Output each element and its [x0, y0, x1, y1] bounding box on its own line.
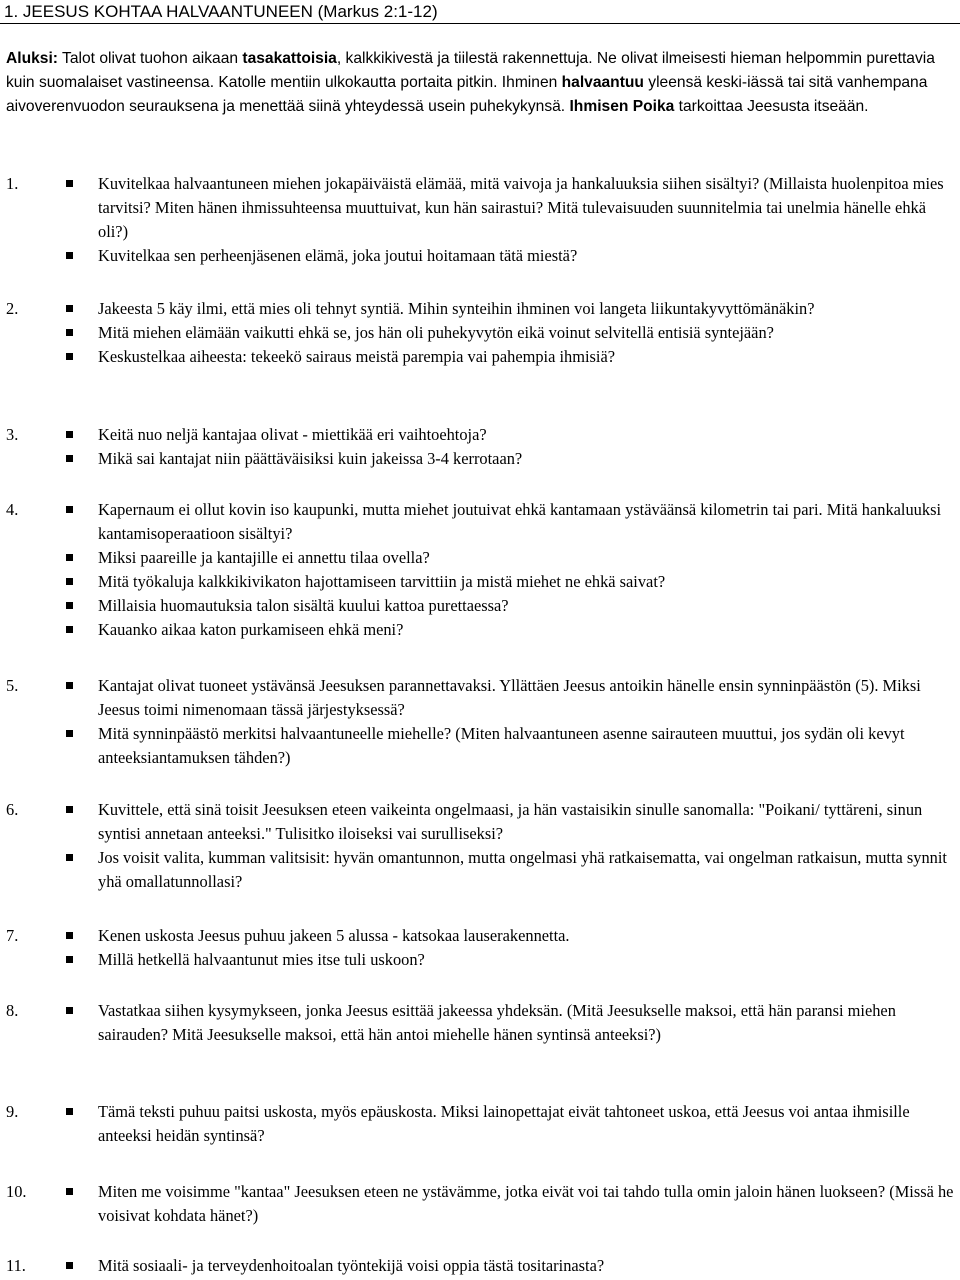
question-3 [0, 423, 960, 471]
question-number: 7. [6, 926, 19, 945]
question-text: Miten me voisimme "kantaa" Jeesuksen eteen ne ystävämme, jotka eivät voi tai tahdo tulla omin jaloin hänen luokseen? (Missä he voisivat kohdata hänet?) [98, 1182, 954, 1225]
intro-paragraph [6, 47, 956, 119]
question-1 [0, 172, 960, 268]
question-text: Kenen uskosta Jeesus puhuu jakeen 5 alussa - katsokaa lauserakennetta. [98, 926, 570, 945]
question-text: Mitä miehen elämään vaikutti ehkä se, jos hän oli puhekyvytön eikä voinut selvitellä entisiä syntejään? [98, 323, 774, 342]
question-item [0, 999, 960, 1047]
question-text: Millaisia huomautuksia talon sisältä kuului kattoa purettaessa? [98, 596, 509, 615]
bullet-icon [66, 1188, 73, 1195]
question-text: Tämä teksti puhuu paitsi uskosta, myös epäuskosta. Miksi lainopettajat eivät tahtoneet uskoa, että Jeesus voi antaa ihmisille anteeksi heidän syntinsä? [98, 1102, 910, 1145]
question-number: 5. [6, 676, 19, 695]
question-number: 2. [6, 299, 19, 318]
page-title: 1. JEESUS KOHTAA HALVAANTUNEEN (Markus 2:1-12) [0, 0, 960, 24]
bullet-icon [66, 252, 73, 259]
question-10 [0, 1180, 960, 1228]
bullet-icon [66, 353, 73, 360]
question-item [0, 172, 960, 244]
intro-term-flat-roofs: tasakattoisia [242, 50, 337, 67]
question-text: Mitä synninpäästö merkitsi halvaantuneelle miehelle? (Miten halvaantuneen asenne sairauteen muuttui, jos sydän oli kevyt anteeksiantamuksen tähden?) [98, 724, 905, 767]
bullet-icon [66, 682, 73, 689]
question-text: Vastatkaa siihen kysymykseen, jonka Jeesus esittää jakeessa yhdeksän. (Mitä Jeesukselle maksoi, että hän paransi miehen sairauden? Mitä Jeesukselle maksoi, että hän antoi miehelle hänen syntinsä anteeksi?) [98, 1001, 896, 1044]
question-number: 3. [6, 425, 19, 444]
question-item [0, 345, 960, 369]
intro-text: tarkoittaa Jeesusta itseään. [674, 98, 869, 115]
question-item [0, 722, 960, 770]
intro-text: , kalkkikivestä ja tiilestä rakennettuja. Ne olivat ilmeisesti hieman helpommin purettavia kuin suomalaiset vastineensa. Katolle mentiin ulkokautta portaita pitkin. Ihminen [6, 50, 935, 91]
question-item [0, 924, 960, 948]
question-item [0, 1100, 960, 1148]
question-number: 4. [6, 500, 19, 519]
question-item [0, 423, 960, 447]
question-item [0, 798, 960, 846]
question-text: Mitä työkaluja kalkkikivikaton hajottamiseen tarvittiin ja mistä miehet ne ehkä saivat? [98, 572, 666, 591]
question-number: 9. [6, 1102, 19, 1121]
bullet-icon [66, 554, 73, 561]
question-item [0, 546, 960, 570]
bullet-icon [66, 626, 73, 633]
question-item [0, 618, 960, 642]
question-item [0, 846, 960, 894]
question-item [0, 948, 960, 972]
question-item [0, 498, 960, 546]
bullet-icon [66, 1007, 73, 1014]
question-number: 11. [6, 1256, 26, 1275]
bullet-icon [66, 1108, 73, 1115]
bullet-icon [66, 180, 73, 187]
question-text: Kauanko aikaa katon purkamiseen ehkä meni? [98, 620, 404, 639]
bullet-icon [66, 730, 73, 737]
bullet-icon [66, 431, 73, 438]
question-text: Kapernaum ei ollut kovin iso kaupunki, mutta miehet joutuivat ehkä kantamaan ystäväänsä kilometrin tai pari. Mitä hankaluuksi kantamisoperaatioon sisältyi? [98, 500, 941, 543]
question-item [0, 297, 960, 321]
question-text: Kuvittele, että sinä toisit Jeesuksen eteen vaikeinta ongelmaasi, ja hän vastaisikin sinulle sanomalla: "Poikani/ tyttäreni, sinun syntisi annetaan anteeksi." Tulisitko iloiseksi vai surulliseksi? [98, 800, 923, 843]
intro-term-paralysis: halvaantuu [561, 74, 644, 91]
question-item [0, 447, 960, 471]
question-number: 10. [6, 1182, 27, 1201]
intro-text: yleensä keski-iässä tai sitä vanhempana aivoverenvuodon seurauksena ja menettää siinä yhteydessä usein puhekykynsä. [6, 74, 928, 115]
question-text: Kuvitelkaa halvaantuneen miehen jokapäiväistä elämää, mitä vaivoja ja hankaluuksia siihen sisältyi? (Millaista huolenpitoa mies tarvitsi? Miten hänen ihmissuhteensa muuttuivat, kun hän sairastui? Mitä tulevaisuuden suunnitelmia tai unelmia hänelle ehkä oli?) [98, 174, 944, 241]
bullet-icon [66, 329, 73, 336]
question-11 [0, 1254, 960, 1278]
question-6 [0, 798, 960, 894]
bullet-icon [66, 455, 73, 462]
bullet-icon [66, 932, 73, 939]
question-8 [0, 999, 960, 1047]
question-item [0, 321, 960, 345]
question-item [0, 1254, 960, 1278]
question-text: Kantajat olivat tuoneet ystävänsä Jeesuksen parannettavaksi. Yllättäen Jeesus antoikin hänelle ensin synninpäästön (5). Miksi Jeesus toimi nimenomaan tässä järjestyksessä? [98, 676, 921, 719]
bullet-icon [66, 602, 73, 609]
question-item [0, 674, 960, 722]
question-number: 6. [6, 800, 19, 819]
question-item [0, 594, 960, 618]
question-text: Mikä sai kantajat niin päättäväisiksi kuin jakeissa 3-4 kerrotaan? [98, 449, 523, 468]
bullet-icon [66, 305, 73, 312]
bullet-icon [66, 854, 73, 861]
question-text: Mitä sosiaali- ja terveydenhoitoalan työntekijä voisi oppia tästä tositarinasta? [98, 1256, 605, 1275]
question-item [0, 570, 960, 594]
question-9 [0, 1100, 960, 1148]
question-2 [0, 297, 960, 369]
bullet-icon [66, 1262, 73, 1269]
question-text: Miksi paareille ja kantajille ei annettu tilaa ovella? [98, 548, 430, 567]
question-text: Jakeesta 5 käy ilmi, että mies oli tehnyt syntiä. Mihin synteihin ihminen voi langeta liikuntakyvyttömänäkin? [98, 299, 815, 318]
question-text: Jos voisit valita, kumman valitsisit: hyvän omantunnon, mutta ongelmasi yhä ratkaisematta, vai ongelman ratkaisun, mutta synnit yhä omallatunnollasi? [98, 848, 947, 891]
question-7 [0, 924, 960, 972]
question-item [0, 244, 960, 268]
bullet-icon [66, 506, 73, 513]
bullet-icon [66, 578, 73, 585]
intro-text: Talot olivat tuohon aikaan [58, 50, 243, 67]
question-text: Keitä nuo neljä kantajaa olivat - miettikää eri vaihtoehtoja? [98, 425, 487, 444]
question-text: Keskustelkaa aiheesta: tekeekö sairaus meistä parempia vai pahempia ihmisiä? [98, 347, 616, 366]
question-4 [0, 498, 960, 642]
bullet-icon [66, 956, 73, 963]
intro-label: Aluksi: [6, 50, 58, 67]
question-item [0, 1180, 960, 1228]
question-number: 8. [6, 1001, 19, 1020]
question-5 [0, 674, 960, 770]
bullet-icon [66, 806, 73, 813]
question-number: 1. [6, 174, 19, 193]
question-text: Kuvitelkaa sen perheenjäsenen elämä, joka joutui hoitamaan tätä miestä? [98, 246, 578, 265]
intro-term-son-of-man: Ihmisen Poika [569, 98, 675, 115]
question-text: Millä hetkellä halvaantunut mies itse tuli uskoon? [98, 950, 425, 969]
